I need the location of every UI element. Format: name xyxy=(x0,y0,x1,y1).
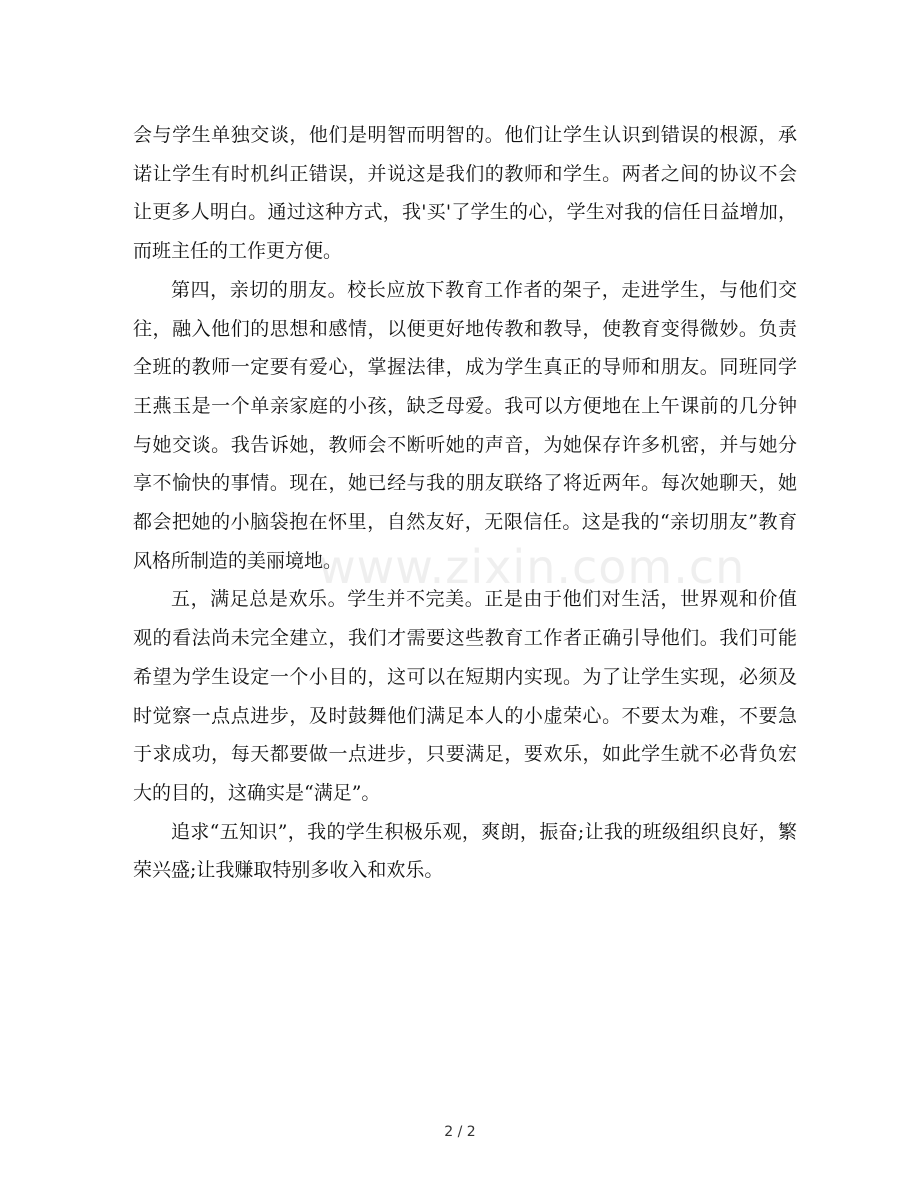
paragraph-conclusion: 追求“五知识”，我的学生积极乐观，爽朗，振奋;让我的班级组织良好，繁荣兴盛;让我赚取特别多收入和欢乐。 xyxy=(133,820,797,882)
paragraph-friendly-friend: 第四，亲切的朋友。校长应放下教育工作者的架子，走进学生，与他们交往，融入他们的思想和感情，以便更好地传教和教导，使教育变得微妙。负责全班的教师一定要有爱心，掌握法律，成为学生真正的导师和朋友。同班同学王燕玉是一个单亲家庭的小孩，缺乏母爱。我可以方便地在上午课前的几分钟与她交谈。我告诉她，教师会不断听她的声音，为她保存许多机密，并与她分享不愉快的事情。现在，她已经与我的朋友联络了将近两年。每次她聊天，她都会把她的小脑袋抱在怀里，自然友好，无限信任。这是我的“亲切朋友”教育风格所制造的美丽境地。 xyxy=(133,278,797,572)
page-number: 2 / 2 xyxy=(444,1124,476,1140)
watermark: www.zixin.com.cn xyxy=(318,540,746,594)
paragraph-continuation: 会与学生单独交谈，他们是明智而明智的。他们让学生认识到错误的根源，承诺让学生有时机纠正错误，并说这是我们的教师和学生。两者之间的协议不会让更多人明白。通过这种方式，我'买'了学生的心，学生对我的信任日益增加，而班主任的工作更方便。 xyxy=(133,124,797,263)
document-body xyxy=(133,116,797,890)
paragraph-satisfaction-joy: 五，满足总是欢乐。学生并不完美。正是由于他们对生活，世界观和价值观的看法尚未完全建立，我们才需要这些教育工作者正确引导他们。我们可能希望为学生设定一个小目的，这可以在短期内实现。为了让学生实现，必须及时觉察一点点进步，及时鼓舞他们满足本人的小虚荣心。不要太为难，不要急于求成功，每天都要做一点进步，只要满足，要欢乐，如此学生就不必背负宏大的目的，这确实是“满足”。 xyxy=(133,588,797,804)
